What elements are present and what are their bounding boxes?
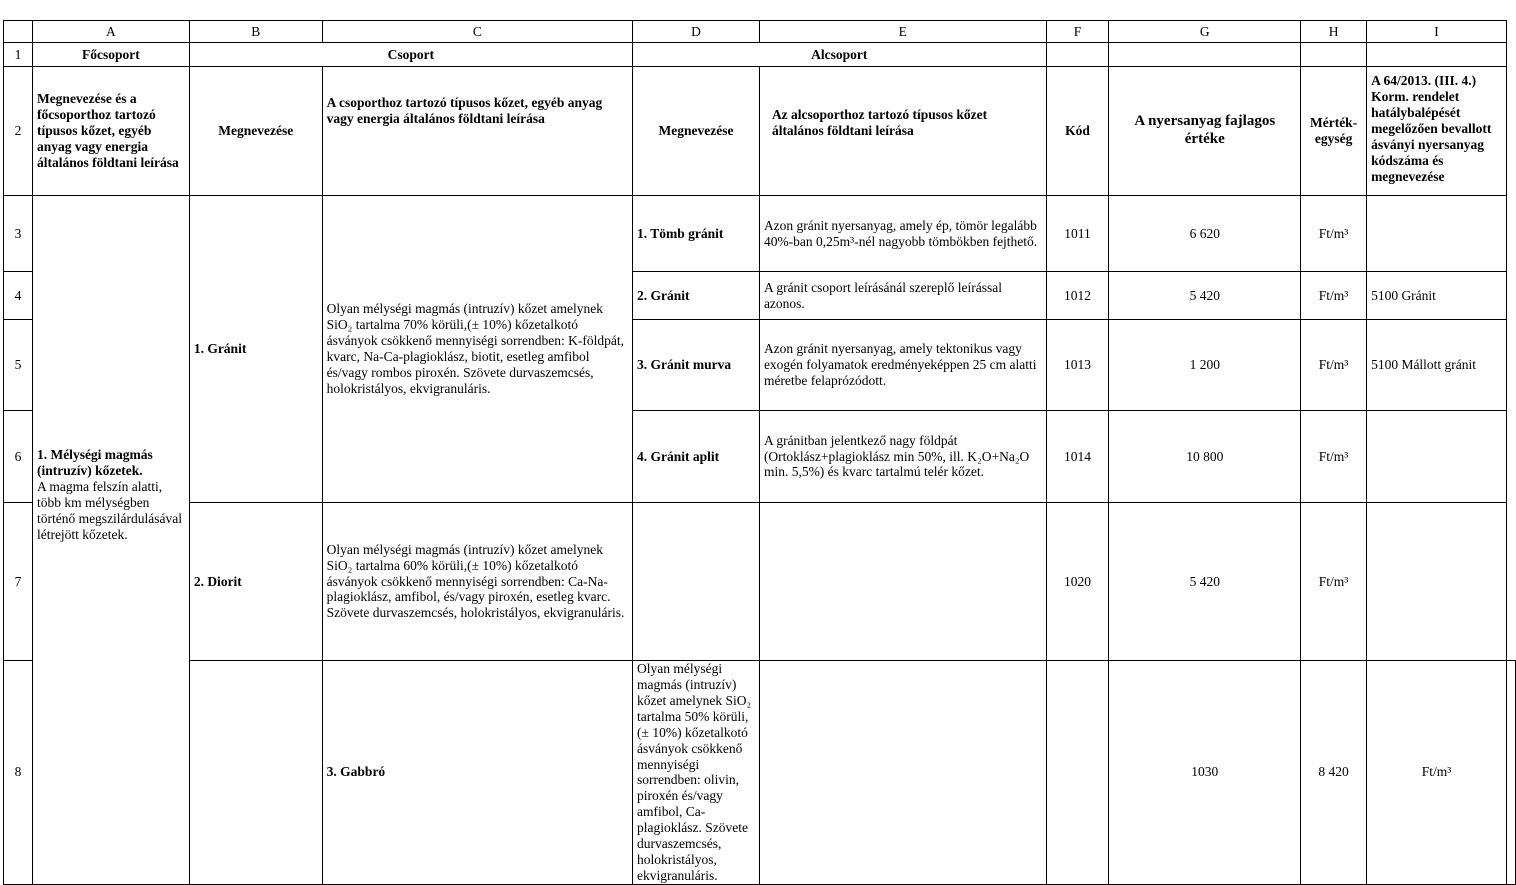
code-cell[interactable]: 1020 <box>1046 503 1109 661</box>
header-f-code[interactable]: Kód <box>1046 67 1109 196</box>
subgroup-description[interactable]: Azon gránit nyersanyag, amely tektonikus vagy exogén folyamatok eredményeképpen 25 cm alatti méretbe felaprózódott. <box>759 320 1046 411</box>
header-a-description[interactable]: Megnevezése és a főcsoporthoz tartozó típusos kőzet, egyéb anyag vagy energia általános földtani leírása <box>32 67 189 196</box>
corner-cell[interactable] <box>4 21 33 43</box>
header-b-name[interactable]: Megnevezése <box>189 67 322 196</box>
column-header-c[interactable]: C <box>322 21 632 43</box>
subgroup-description[interactable]: A gránitban jelentkező nagy földpát (Ortoklász+plagioklász min 50%, ill. K₂O+Na₂O min. 5,5%) és kvarc tartalmú telér kőzet. <box>759 411 1046 503</box>
row-number[interactable]: 3 <box>4 196 33 272</box>
column-header-i[interactable]: I <box>1367 21 1507 43</box>
cell[interactable] <box>759 661 1046 885</box>
table-row <box>4 196 1516 272</box>
code-cell[interactable]: 1014 <box>1046 411 1109 503</box>
group-name-gabbro[interactable]: 3. Gabbró <box>322 661 632 885</box>
group-description-gabbro[interactable]: Olyan mélységi magmás (intruzív) kőzet amelynek SiO₂ tartalma 50% körüli, (± 10%) kőzetalkotó ásványok csökkenő mennyiségi sorrendben: olivin, piroxén és/vagy amfibol, Ca-plagioklász. Szövete durvaszemcsés, holokristályos, ekvigranuláris. <box>633 661 760 885</box>
table-row <box>4 503 1516 661</box>
header-csoport[interactable]: Csoport <box>189 43 632 67</box>
column-header-d[interactable]: D <box>633 21 760 43</box>
table-row <box>4 661 1516 885</box>
group-description-granit[interactable]: Olyan mélységi magmás (intruzív) kőzet amelynek SiO₂ tartalma 70% körüli,(± 10%) kőzetalkotó ásványok csökkenő mennyiségi sorrendben: K-földpát, kvarc, Na-Ca-plagioklász, biotit, esetleg amfibol és/vagy rombos piroxén. Szövete durvaszemcsés, holokristályos, ekvigranuláris. <box>322 196 632 503</box>
value-cell[interactable]: 5 420 <box>1109 503 1301 661</box>
code-cell[interactable]: 1011 <box>1046 196 1109 272</box>
spreadsheet-table <box>3 20 1516 885</box>
row-number[interactable]: 7 <box>4 503 33 661</box>
group-name-diorit[interactable]: 2. Diorit <box>189 503 322 661</box>
column-header-a[interactable]: A <box>32 21 189 43</box>
cell[interactable] <box>1046 661 1109 885</box>
code-cell[interactable]: 1030 <box>1109 661 1301 885</box>
previous-code-cell[interactable] <box>1367 411 1507 503</box>
header-g-value[interactable]: A nyersanyag fajlagos értéke <box>1109 67 1301 196</box>
column-header-h[interactable]: H <box>1301 21 1367 43</box>
previous-code-cell[interactable] <box>1367 196 1507 272</box>
table-row <box>4 43 1516 67</box>
code-cell[interactable]: 1012 <box>1046 272 1109 320</box>
cell[interactable] <box>633 503 760 661</box>
header-c-description[interactable]: A csoporthoz tartozó típusos kőzet, egyéb anyag vagy energia általános földtani leírása <box>322 67 632 196</box>
value-cell[interactable]: 5 420 <box>1109 272 1301 320</box>
column-header-b[interactable]: B <box>189 21 322 43</box>
unit-cell[interactable]: Ft/m³ <box>1367 661 1507 885</box>
group-name-granit[interactable]: 1. Gránit <box>189 196 322 503</box>
row-number[interactable]: 5 <box>4 320 33 411</box>
table-row <box>4 67 1516 196</box>
subgroup-name[interactable]: 4. Gránit aplit <box>633 411 760 503</box>
value-cell[interactable]: 10 800 <box>1109 411 1301 503</box>
previous-code-cell[interactable]: 5100 Mállott gránit <box>1367 320 1507 411</box>
subgroup-name[interactable]: 1. Tömb gránit <box>633 196 760 272</box>
header-d-name[interactable]: Megnevezése <box>633 67 760 196</box>
value-cell[interactable]: 6 620 <box>1109 196 1301 272</box>
header-e-description[interactable]: Az alcsoporthoz tartozó típusos kőzet általános földtani leírása <box>759 67 1046 196</box>
focsoport-description: A magma felszín alatti, több km mélységben történő megszilárdulásával létrejött kőzetek. <box>36 478 183 542</box>
code-cell[interactable]: 1013 <box>1046 320 1109 411</box>
header-i-previous-code[interactable]: A 64/2013. (III. 4.) Korm. rendelet hatálybalépését megelőzően bevallott ásványi nyersanyag kódszáma és megnevezése <box>1367 67 1507 196</box>
column-header-e[interactable]: E <box>759 21 1046 43</box>
unit-cell[interactable]: Ft/m³ <box>1301 320 1367 411</box>
cell[interactable] <box>1301 43 1367 67</box>
previous-code-cell[interactable]: 5100 Gránit <box>1367 272 1507 320</box>
unit-cell[interactable]: Ft/m³ <box>1301 503 1367 661</box>
row-number[interactable]: 4 <box>4 272 33 320</box>
row-number[interactable]: 6 <box>4 411 33 503</box>
cell[interactable] <box>1046 43 1109 67</box>
subgroup-name[interactable]: 3. Gránit murva <box>633 320 760 411</box>
cell[interactable] <box>189 661 322 885</box>
column-header-row <box>4 21 1516 43</box>
unit-cell[interactable]: Ft/m³ <box>1301 196 1367 272</box>
focsoport-name: 1. Mélységi magmás (intruzív) kőzetek. <box>36 447 153 478</box>
focsoport-cell[interactable] <box>32 196 189 885</box>
cell[interactable] <box>759 503 1046 661</box>
value-cell[interactable]: 1 200 <box>1109 320 1301 411</box>
previous-code-cell[interactable] <box>1367 503 1507 661</box>
unit-cell[interactable]: Ft/m³ <box>1301 272 1367 320</box>
value-cell[interactable]: 8 420 <box>1301 661 1367 885</box>
header-h-unit[interactable]: Mérték-egység <box>1301 67 1367 196</box>
unit-cell[interactable]: Ft/m³ <box>1301 411 1367 503</box>
row-number[interactable]: 2 <box>4 67 33 196</box>
header-alcsoport[interactable]: Alcsoport <box>633 43 1046 67</box>
cell[interactable] <box>1367 43 1507 67</box>
subgroup-description[interactable]: Azon gránit nyersanyag, amely ép, tömör legalább 40%-ban 0,25m³-nél nagyobb tömbökben fejthető. <box>759 196 1046 272</box>
column-header-f[interactable]: F <box>1046 21 1109 43</box>
subgroup-description[interactable]: A gránit csoport leírásánál szereplő leírással azonos. <box>759 272 1046 320</box>
header-focsoport[interactable]: Főcsoport <box>32 43 189 67</box>
cell[interactable] <box>1109 43 1301 67</box>
row-number[interactable]: 1 <box>4 43 33 67</box>
column-header-g[interactable]: G <box>1109 21 1301 43</box>
group-description-diorit[interactable]: Olyan mélységi magmás (intruzív) kőzet amelynek SiO₂ tartalma 60% körüli,(± 10%) kőzetalkotó ásványok csökkenő mennyiségi sorrendben: Ca-Na-plagioklász, amfibol, és/vagy piroxén, esetleg kvarc. Szövete durvaszemcsés, holokristályos, ekvigranuláris. <box>322 503 632 661</box>
subgroup-name[interactable]: 2. Gránit <box>633 272 760 320</box>
row-number[interactable]: 8 <box>4 661 33 885</box>
previous-code-cell[interactable] <box>1507 661 1516 885</box>
